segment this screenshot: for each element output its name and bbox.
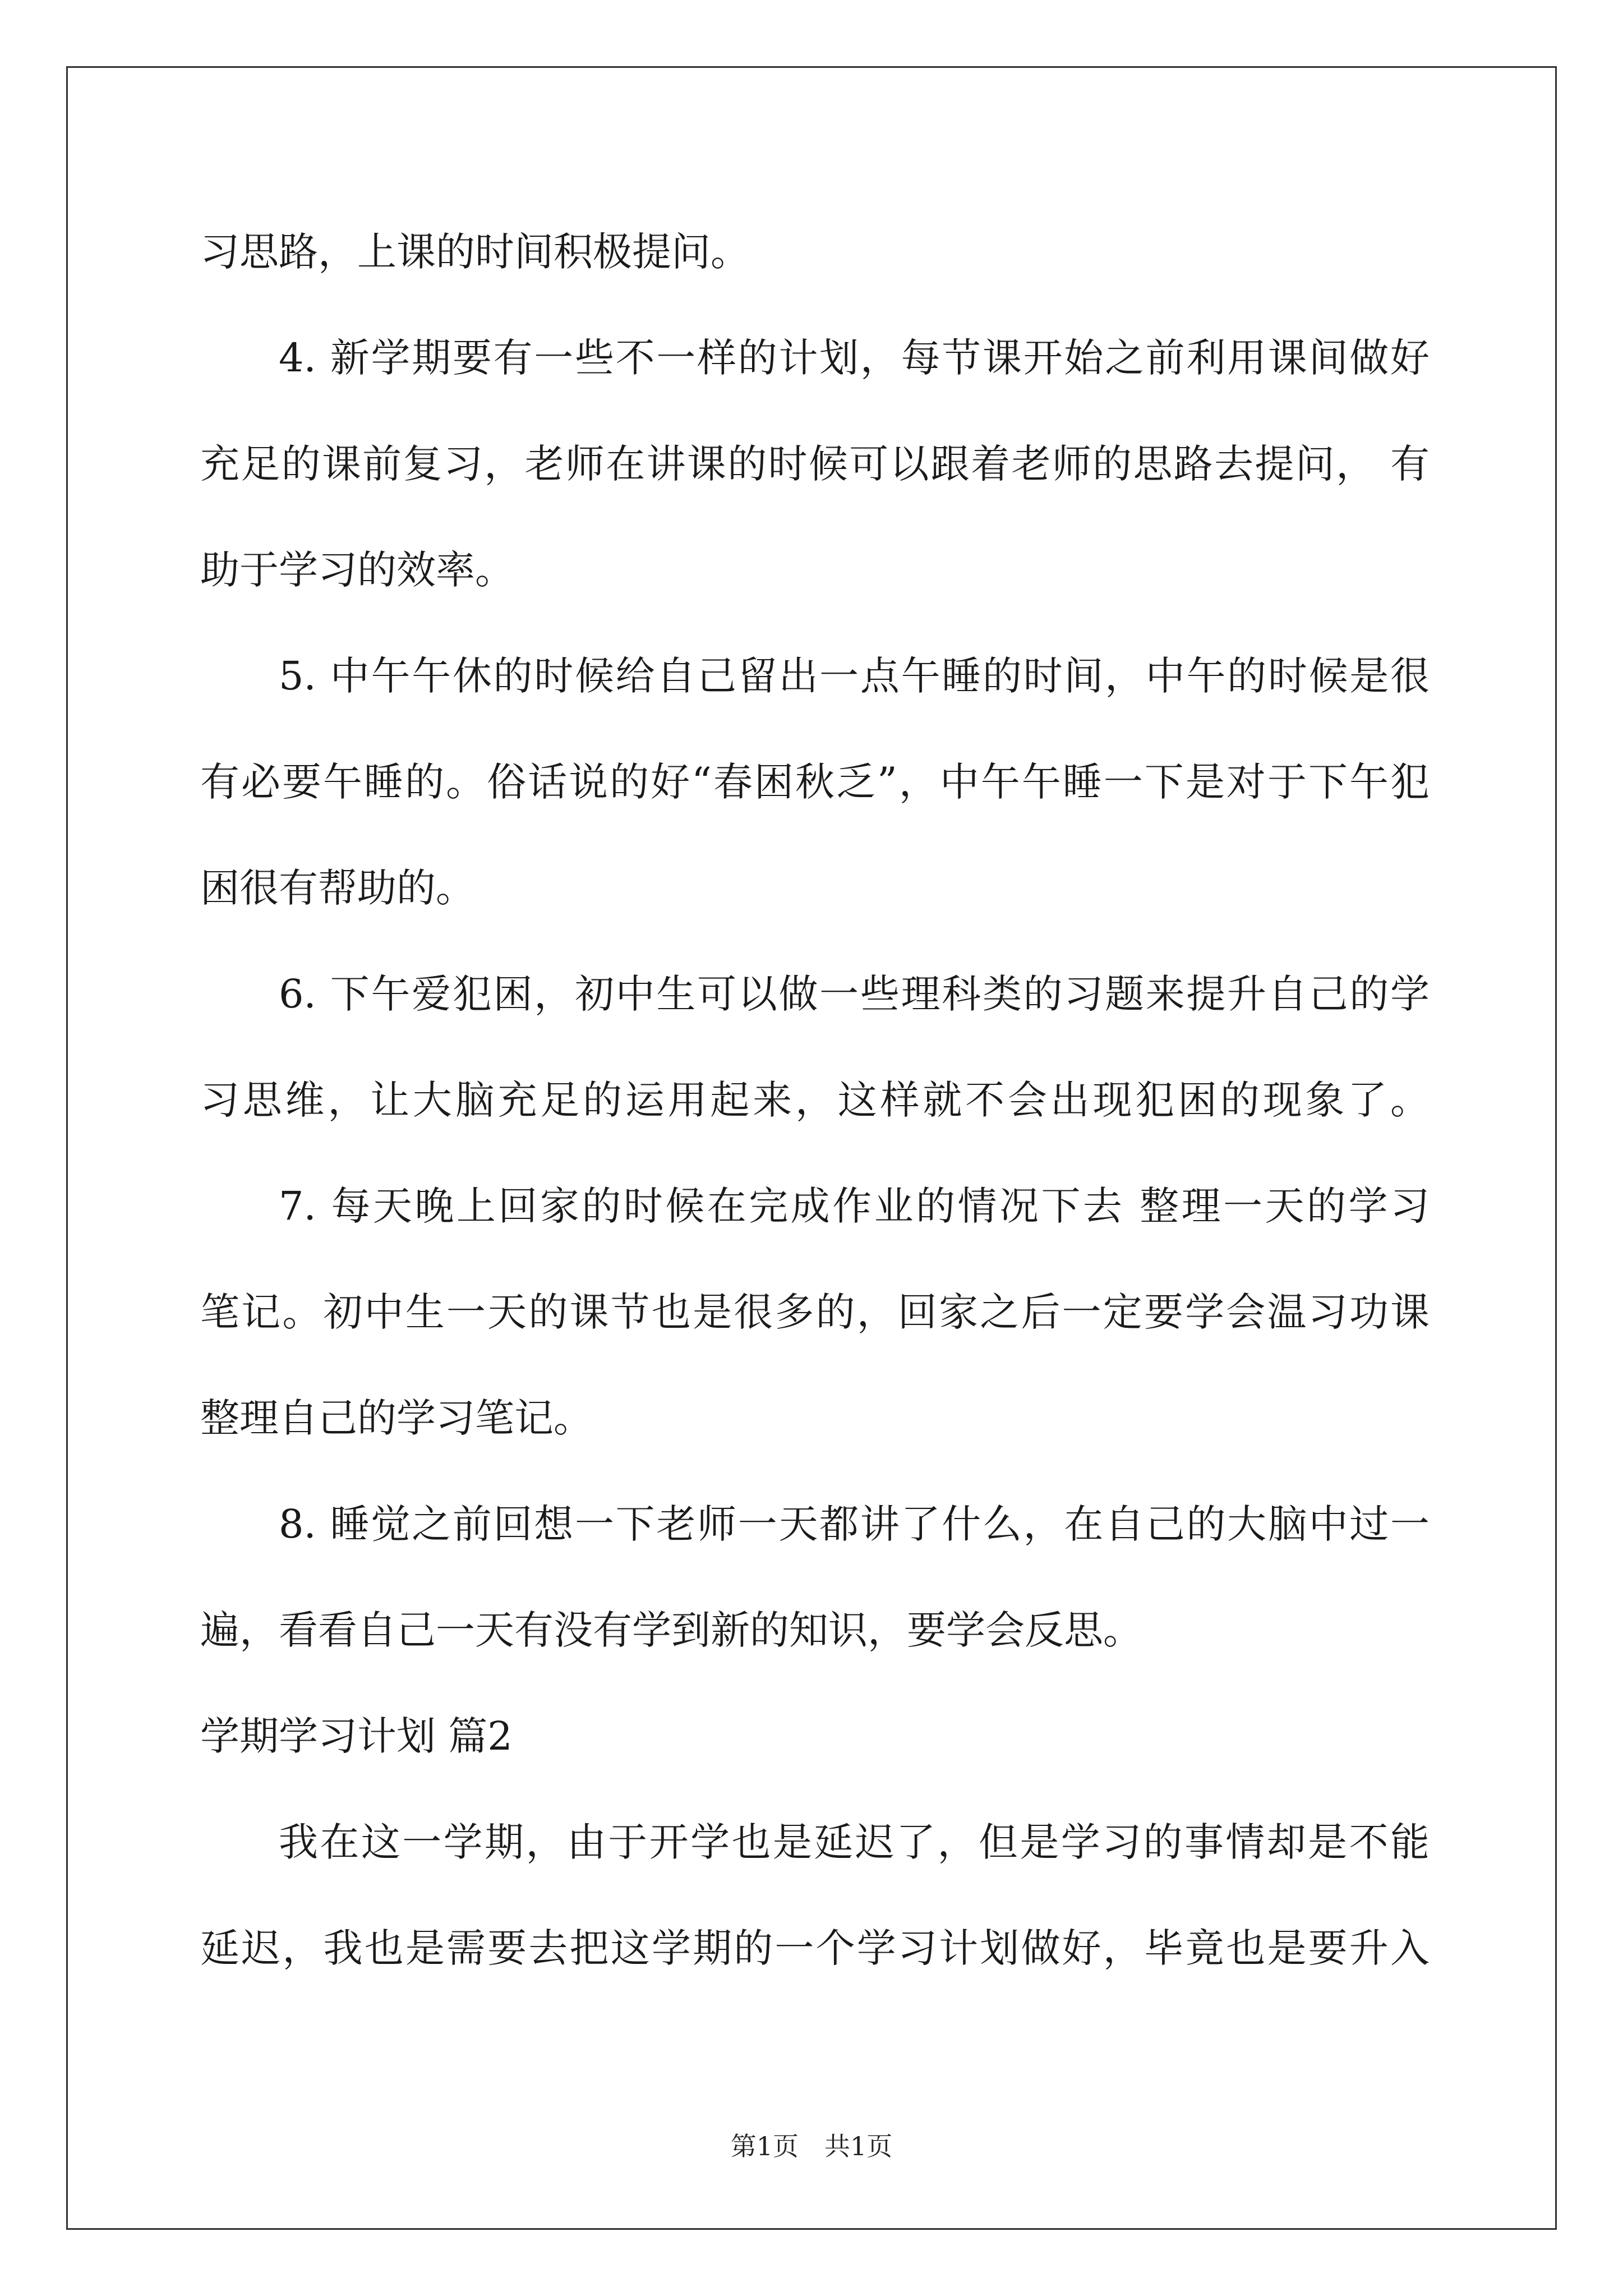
section-heading: 学期学习计划 篇2 (200, 1713, 513, 1759)
text-line: 习思路，上课的时间积极提问。 (200, 229, 750, 275)
text-line: 笔记。初中生一天的课节也是很多的，回家之后一定要学会温习功课 (200, 1289, 1430, 1335)
list-item-6: 6. 下午爱犯困，初中生可以做一些理科类的习题来提升自己的学 (279, 971, 1430, 1017)
text-line: 有必要午睡的。俗话说的好“春困秋乏”，中午午睡一下是对于下午犯 (200, 759, 1430, 805)
text-line: 助于学习的效率。 (200, 547, 514, 593)
text-line: 遍，看看自己一天有没有学到新的知识，要学会反思。 (200, 1607, 1142, 1653)
list-item-7: 7. 每天晚上回家的时候在完成作业的情况下去 整理一天的学习 (279, 1183, 1430, 1229)
paragraph-start: 我在这一学期，由于开学也是延迟了，但是学习的事情却是不能 (279, 1819, 1430, 1865)
text-line: 充足的课前复习，老师在讲课的时候可以跟着老师的思路去提问， 有 (200, 441, 1430, 487)
text-line: 困很有帮助的。 (200, 865, 475, 911)
list-item-4: 4. 新学期要有一些不一样的计划，每节课开始之前利用课间做好 (279, 335, 1430, 381)
text-line: 延迟，我也是需要去把这学期的一个学习计划做好，毕竟也是要升入 (200, 1925, 1430, 1971)
text-line: 习思维，让大脑充足的运用起来，这样就不会出现犯困的现象了。 (200, 1077, 1430, 1123)
text-line: 整理自己的学习笔记。 (200, 1395, 593, 1441)
list-item-8: 8. 睡觉之前回想一下老师一天都讲了什么，在自己的大脑中过一 (279, 1501, 1430, 1547)
list-item-5: 5. 中午午休的时候给自己留出一点午睡的时间，中午的时候是很 (279, 653, 1430, 699)
page-number-footer: 第1页 共1页 (730, 2131, 893, 2161)
document-body (200, 199, 1430, 2001)
